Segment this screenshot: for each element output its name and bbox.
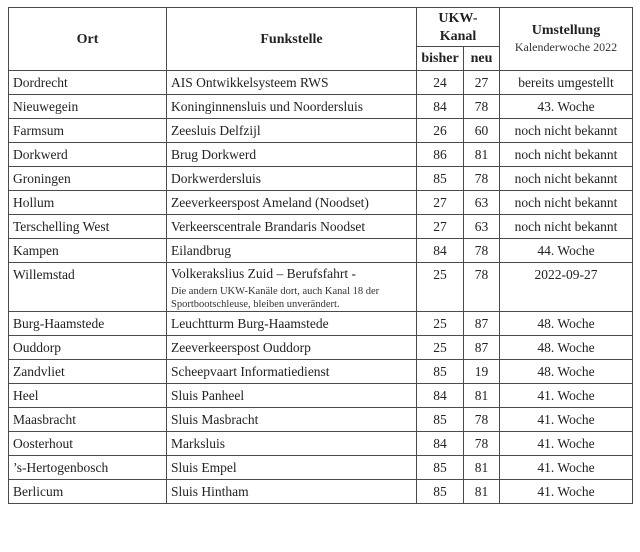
cell-funkstelle: Verkeerscentrale Brandaris Noodset bbox=[167, 215, 417, 239]
cell-ort: Farmsum bbox=[9, 119, 167, 143]
header-umstellung bbox=[500, 8, 633, 71]
cell-neu: 78 bbox=[464, 239, 500, 263]
cell-neu: 63 bbox=[464, 215, 500, 239]
cell-funkstelle: Leuchtturm Burg-Haamstede bbox=[167, 312, 417, 336]
cell-funkstelle: Sluis Hintham bbox=[167, 480, 417, 504]
cell-bisher: 85 bbox=[417, 360, 464, 384]
cell-bisher: 85 bbox=[417, 167, 464, 191]
cell-umstellung: noch nicht bekannt bbox=[500, 119, 633, 143]
cell-neu: 87 bbox=[464, 312, 500, 336]
cell-umstellung: 48. Woche bbox=[500, 360, 633, 384]
cell-funkstelle: Koninginnensluis und Noordersluis bbox=[167, 95, 417, 119]
cell-bisher: 27 bbox=[417, 191, 464, 215]
header-umstellung-subtitle: Kalenderwoche 2022 bbox=[514, 40, 618, 54]
table-row bbox=[9, 408, 633, 432]
cell-bisher: 25 bbox=[417, 263, 464, 312]
cell-bisher: 85 bbox=[417, 408, 464, 432]
cell-umstellung: 44. Woche bbox=[500, 239, 633, 263]
cell-ort: Berlicum bbox=[9, 480, 167, 504]
header-row bbox=[9, 8, 633, 47]
cell-neu: 78 bbox=[464, 95, 500, 119]
cell-bisher: 85 bbox=[417, 480, 464, 504]
cell-bisher: 84 bbox=[417, 239, 464, 263]
cell-umstellung: noch nicht bekannt bbox=[500, 167, 633, 191]
cell-ort: Burg-Haamstede bbox=[9, 312, 167, 336]
header-umstellung-title: Umstellung bbox=[531, 23, 601, 38]
header-ukw-kanal bbox=[417, 8, 500, 47]
header-bisher: bisher bbox=[417, 47, 464, 71]
table-row bbox=[9, 71, 633, 95]
cell-bisher: 84 bbox=[417, 432, 464, 456]
cell-umstellung: noch nicht bekannt bbox=[500, 191, 633, 215]
table-row bbox=[9, 456, 633, 480]
cell-umstellung: 48. Woche bbox=[500, 336, 633, 360]
cell-ort: Ouddorp bbox=[9, 336, 167, 360]
cell-ort: Nieuwegein bbox=[9, 95, 167, 119]
cell-ort: Kampen bbox=[9, 239, 167, 263]
header-ort: Ort bbox=[9, 8, 167, 71]
table-row bbox=[9, 119, 633, 143]
cell-umstellung: noch nicht bekannt bbox=[500, 143, 633, 167]
cell-umstellung: 43. Woche bbox=[500, 95, 633, 119]
cell-umstellung: 41. Woche bbox=[500, 456, 633, 480]
cell-ort: Groningen bbox=[9, 167, 167, 191]
cell-funkstelle: Scheepvaart Informatiedienst bbox=[167, 360, 417, 384]
cell-funkstelle: Marksluis bbox=[167, 432, 417, 456]
cell-funkstelle: Brug Dorkwerd bbox=[167, 143, 417, 167]
cell-umstellung: 41. Woche bbox=[500, 384, 633, 408]
cell-neu: 81 bbox=[464, 456, 500, 480]
cell-ort: Oosterhout bbox=[9, 432, 167, 456]
cell-neu: 27 bbox=[464, 71, 500, 95]
cell-funkstelle: Dorkwerdersluis bbox=[167, 167, 417, 191]
table-row bbox=[9, 480, 633, 504]
cell-neu: 87 bbox=[464, 336, 500, 360]
cell-ort: Dordrecht bbox=[9, 71, 167, 95]
cell-umstellung: 41. Woche bbox=[500, 408, 633, 432]
cell-umstellung: 41. Woche bbox=[500, 480, 633, 504]
table-row bbox=[9, 215, 633, 239]
cell-bisher: 86 bbox=[417, 143, 464, 167]
cell-umstellung: 2022-09-27 bbox=[500, 263, 633, 312]
cell-neu: 78 bbox=[464, 167, 500, 191]
cell-ort: Dorkwerd bbox=[9, 143, 167, 167]
table-row bbox=[9, 336, 633, 360]
cell-neu: 81 bbox=[464, 480, 500, 504]
cell-bisher: 85 bbox=[417, 456, 464, 480]
cell-neu: 63 bbox=[464, 191, 500, 215]
cell-bisher: 84 bbox=[417, 95, 464, 119]
cell-funkstelle: Zeeverkeerspost Ouddorp bbox=[167, 336, 417, 360]
cell-ort: Willemstad bbox=[9, 263, 167, 312]
cell-funkstelle: Zeeverkeerspost Ameland (Noodset) bbox=[167, 191, 417, 215]
cell-neu: 81 bbox=[464, 384, 500, 408]
header-ukw-line1: UKW- bbox=[438, 11, 478, 26]
cell-funkstelle: Sluis Masbracht bbox=[167, 408, 417, 432]
table-row bbox=[9, 263, 633, 312]
table-row bbox=[9, 360, 633, 384]
cell-funkstelle-name: Volkerakslius Zuid – Berufsfahrt - bbox=[171, 266, 356, 281]
cell-ort: Zandvliet bbox=[9, 360, 167, 384]
ukw-channel-table bbox=[8, 7, 633, 504]
cell-ort: Terschelling West bbox=[9, 215, 167, 239]
table-row bbox=[9, 384, 633, 408]
cell-umstellung: noch nicht bekannt bbox=[500, 215, 633, 239]
cell-umstellung: 48. Woche bbox=[500, 312, 633, 336]
cell-bisher: 84 bbox=[417, 384, 464, 408]
cell-neu: 19 bbox=[464, 360, 500, 384]
header-funkstelle: Funkstelle bbox=[167, 8, 417, 71]
cell-bisher: 25 bbox=[417, 312, 464, 336]
table-row bbox=[9, 167, 633, 191]
table-row bbox=[9, 95, 633, 119]
table-row bbox=[9, 191, 633, 215]
table-body bbox=[9, 71, 633, 504]
cell-ort: Heel bbox=[9, 384, 167, 408]
cell-umstellung: bereits umgestellt bbox=[500, 71, 633, 95]
cell-bisher: 24 bbox=[417, 71, 464, 95]
cell-funkstelle: Zeesluis Delfzijl bbox=[167, 119, 417, 143]
header-neu: neu bbox=[464, 47, 500, 71]
table-row bbox=[9, 312, 633, 336]
header-ukw-line2: Kanal bbox=[439, 29, 477, 44]
table-row bbox=[9, 432, 633, 456]
cell-funkstelle bbox=[167, 263, 417, 312]
cell-neu: 78 bbox=[464, 408, 500, 432]
cell-ort: ’s-Hertogenbosch bbox=[9, 456, 167, 480]
cell-funkstelle: Sluis Panheel bbox=[167, 384, 417, 408]
cell-umstellung: 41. Woche bbox=[500, 432, 633, 456]
cell-ort: Maasbracht bbox=[9, 408, 167, 432]
cell-bisher: 27 bbox=[417, 215, 464, 239]
cell-funkstelle: Sluis Empel bbox=[167, 456, 417, 480]
table-row bbox=[9, 239, 633, 263]
cell-funkstelle: Eilandbrug bbox=[167, 239, 417, 263]
cell-funkstelle-note: Die andern UKW-Kanäle dort, auch Kanal 18 der Sportbootschleuse, bleiben unverändert. bbox=[171, 286, 380, 310]
table-row bbox=[9, 143, 633, 167]
cell-funkstelle: AIS Ontwikkelsysteem RWS bbox=[167, 71, 417, 95]
cell-neu: 81 bbox=[464, 143, 500, 167]
cell-bisher: 25 bbox=[417, 336, 464, 360]
cell-neu: 78 bbox=[464, 263, 500, 312]
cell-neu: 78 bbox=[464, 432, 500, 456]
cell-ort: Hollum bbox=[9, 191, 167, 215]
cell-bisher: 26 bbox=[417, 119, 464, 143]
cell-neu: 60 bbox=[464, 119, 500, 143]
